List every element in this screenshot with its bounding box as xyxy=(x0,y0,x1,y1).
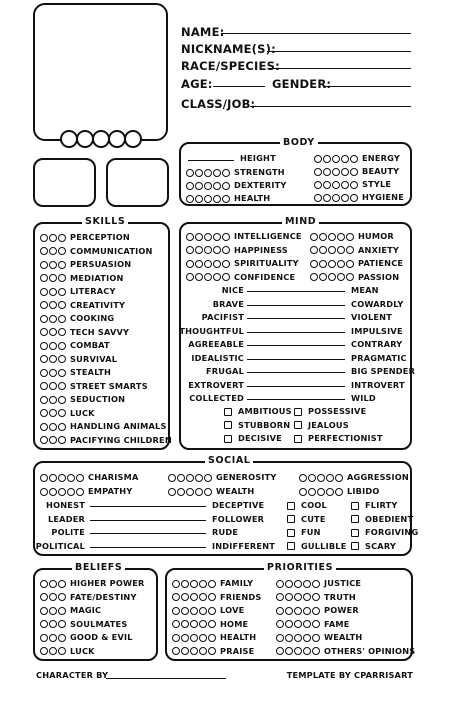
age-label: AGE: xyxy=(181,77,213,91)
character-by-field[interactable] xyxy=(106,678,226,679)
social-checkbox[interactable] xyxy=(351,500,398,511)
skill-label: PERSUASION xyxy=(70,259,132,269)
portrait-circles xyxy=(60,130,150,150)
belief-label: SOULMATES xyxy=(70,618,128,629)
skill-label: SURVIVAL xyxy=(70,353,118,364)
priority-label: TRUTH xyxy=(324,591,356,602)
social-stat-label: AGGRESSION xyxy=(347,472,409,482)
body-stat-label: STYLE xyxy=(362,179,392,189)
mind-stat-label: CONFIDENCE xyxy=(234,271,296,282)
mind-checkbox[interactable] xyxy=(294,433,383,444)
priority-row[interactable] xyxy=(276,605,359,616)
checkbox-label: FUN xyxy=(301,527,321,537)
priority-row[interactable] xyxy=(172,578,253,589)
priority-row[interactable] xyxy=(276,646,415,657)
body-stat-label: HEALTH xyxy=(234,193,271,203)
skill-label: TECH SAVVY xyxy=(70,326,130,337)
skill-row[interactable] xyxy=(40,354,117,365)
social-stat-label: GENEROSITY xyxy=(216,472,277,482)
scale-right-label: VIOLENT xyxy=(351,312,392,322)
mind-stat-label: INTELLIGENCE xyxy=(234,231,302,241)
priority-label: OTHERS' OPINIONS xyxy=(324,645,416,656)
mind-checkbox[interactable] xyxy=(294,406,366,417)
belief-label: GOOD & EVIL xyxy=(70,632,133,642)
mind-stat-row[interactable] xyxy=(186,245,288,256)
skill-label: LITERACY xyxy=(70,286,116,296)
belief-row[interactable] xyxy=(40,632,133,643)
scale-line[interactable] xyxy=(247,332,345,333)
belief-label: HIGHER POWER xyxy=(70,578,145,588)
mind-title: MIND xyxy=(282,216,319,227)
priority-label: PRAISE xyxy=(220,645,255,656)
skill-row[interactable] xyxy=(40,286,116,297)
body-stat-label: STRENGTH xyxy=(234,167,285,177)
skill-label: LUCK xyxy=(70,407,95,418)
mind-stat-row[interactable] xyxy=(310,258,403,269)
scale-left-label: POLITE xyxy=(51,527,85,537)
class-field[interactable] xyxy=(250,106,411,107)
beliefs-title: BELIEFS xyxy=(72,562,125,573)
sketch-box-right[interactable] xyxy=(106,158,169,207)
mind-stat-label: HUMOR xyxy=(358,231,394,241)
skill-label: STEALTH xyxy=(70,367,112,377)
priority-row[interactable] xyxy=(172,592,261,603)
mind-stat-row[interactable] xyxy=(186,258,299,269)
checkbox-label: DECISIVE xyxy=(238,433,282,443)
scale-line[interactable] xyxy=(247,305,345,306)
mind-stat-label: PASSION xyxy=(358,271,400,282)
gender-field[interactable] xyxy=(323,86,411,87)
scale-left-label: BRAVE xyxy=(212,298,244,309)
belief-label: LUCK xyxy=(70,645,95,656)
priority-row[interactable] xyxy=(172,619,248,630)
age-field[interactable] xyxy=(213,86,265,87)
mind-stat-label: SPIRITUALITY xyxy=(234,258,299,268)
height-field[interactable] xyxy=(188,160,234,161)
mind-stat-label: HAPPINESS xyxy=(234,244,288,255)
social-checkbox[interactable] xyxy=(287,527,321,538)
body-stat-row[interactable] xyxy=(314,166,399,177)
scale-line[interactable] xyxy=(90,506,206,507)
checkbox-label: SCARY xyxy=(365,540,397,551)
scale-left-label: POLITICAL xyxy=(35,540,85,551)
scale-left-label: THOUGHTFUL xyxy=(179,325,244,336)
body-stat-label: HYGIENE xyxy=(362,192,404,202)
social-title: SOCIAL xyxy=(205,455,253,466)
mind-stat-label: PATIENCE xyxy=(358,258,404,268)
priority-label: FAMILY xyxy=(220,578,254,588)
scale-left-label: HONEST xyxy=(46,500,85,510)
social-checkbox[interactable] xyxy=(287,500,327,511)
priority-label: HEALTH xyxy=(220,632,257,642)
social-checkbox[interactable] xyxy=(351,527,418,538)
skill-label: SEDUCTION xyxy=(70,394,126,404)
scale-left-label: EXTROVERT xyxy=(188,379,244,390)
name-field[interactable] xyxy=(221,33,411,34)
belief-row[interactable] xyxy=(40,646,95,657)
skill-row[interactable] xyxy=(40,300,125,311)
scale-left-label: NICE xyxy=(221,285,244,295)
mind-stat-row[interactable] xyxy=(310,272,399,283)
skill-row[interactable] xyxy=(40,367,111,378)
body-stat-row[interactable] xyxy=(314,179,391,190)
priority-label: WEALTH xyxy=(324,632,363,642)
social-stat-label: EMPATHY xyxy=(88,486,133,496)
scale-left-label: LEADER xyxy=(47,513,85,524)
sketch-box-left[interactable] xyxy=(33,158,96,207)
belief-row[interactable] xyxy=(40,578,145,589)
skill-row[interactable] xyxy=(40,273,124,284)
race-field[interactable] xyxy=(269,68,411,69)
template-credit: TEMPLATE BY CPARRISART xyxy=(286,670,413,680)
scale-right-label: CONTRARY xyxy=(351,339,403,349)
skill-row[interactable] xyxy=(40,421,167,432)
body-stat-row[interactable] xyxy=(314,153,400,164)
skill-label: PACIFYING CHILDREN xyxy=(70,434,172,445)
skill-label: COOKING xyxy=(70,313,115,323)
mind-stat-row[interactable] xyxy=(186,272,295,283)
priority-row[interactable] xyxy=(276,632,362,643)
mind-stat-label: ANXIETY xyxy=(358,244,400,255)
skill-label: STREET SMARTS xyxy=(70,380,148,391)
skill-row[interactable] xyxy=(40,259,131,270)
scale-right-label: MEAN xyxy=(351,285,379,295)
nickname-field[interactable] xyxy=(267,51,411,52)
scale-line[interactable] xyxy=(247,386,345,387)
social-stat-row[interactable] xyxy=(40,486,132,497)
scale-right-label: WILD xyxy=(351,393,376,403)
height-label: HEIGHT xyxy=(240,153,276,163)
body-stat-label: DEXTERITY xyxy=(234,180,287,190)
skill-row[interactable] xyxy=(40,327,129,338)
body-stat-row[interactable] xyxy=(186,167,285,178)
skill-label: CREATIVITY xyxy=(70,299,126,310)
skill-row[interactable] xyxy=(40,313,114,324)
belief-row[interactable] xyxy=(40,605,101,616)
social-stat-row[interactable] xyxy=(168,472,276,483)
scale-line[interactable] xyxy=(247,359,345,360)
skill-row[interactable] xyxy=(40,246,153,257)
belief-label: MAGIC xyxy=(70,605,102,615)
scale-right-label: BIG SPENDER xyxy=(351,366,416,376)
body-stat-row[interactable] xyxy=(186,193,270,204)
priority-row[interactable] xyxy=(172,632,256,643)
social-stat-label: CHARISMA xyxy=(88,472,139,482)
character-by-label: CHARACTER BY xyxy=(36,670,109,680)
gender-label: GENDER: xyxy=(272,77,332,91)
skill-row[interactable] xyxy=(40,408,95,419)
social-stat-row[interactable] xyxy=(299,486,380,497)
skill-row[interactable] xyxy=(40,340,110,351)
scale-right-label: FOLLOWER xyxy=(212,513,265,524)
checkbox-label: POSSESSIVE xyxy=(308,406,367,416)
scale-line[interactable] xyxy=(247,372,345,373)
scale-right-label: INTROVERT xyxy=(351,379,405,390)
name-label: NAME: xyxy=(181,25,225,39)
social-checkbox[interactable] xyxy=(287,541,347,552)
skill-label: COMBAT xyxy=(70,340,110,350)
checkbox-label: STUBBORN xyxy=(238,419,291,430)
social-checkbox[interactable] xyxy=(351,541,396,552)
priority-row[interactable] xyxy=(172,646,254,657)
body-stat-label: BEAUTY xyxy=(362,166,400,176)
scale-left-label: PACIFIST xyxy=(201,312,244,322)
priority-row[interactable] xyxy=(276,619,350,630)
priority-label: HOME xyxy=(220,618,249,629)
social-checkbox[interactable] xyxy=(351,514,413,525)
social-stat-row[interactable] xyxy=(40,472,139,483)
checkbox-label: JEALOUS xyxy=(308,419,349,430)
scale-right-label: PRAGMATIC xyxy=(351,352,407,363)
belief-row[interactable] xyxy=(40,619,127,630)
checkbox-label: PERFECTIONIST xyxy=(308,433,383,443)
skill-row[interactable] xyxy=(40,232,130,243)
skills-title: SKILLS xyxy=(82,216,128,227)
scale-line[interactable] xyxy=(90,547,206,548)
scale-left-label: FRUGAL xyxy=(205,366,244,376)
mind-stat-row[interactable] xyxy=(310,245,399,256)
social-stat-row[interactable] xyxy=(299,472,409,483)
skill-label: MEDIATION xyxy=(70,272,124,283)
scale-right-label: DECEPTIVE xyxy=(212,500,265,510)
scale-right-label: IMPULSIVE xyxy=(351,325,403,336)
scale-right-label: RUDE xyxy=(212,527,239,537)
priority-label: FRIENDS xyxy=(220,591,262,602)
skill-label: COMMUNICATION xyxy=(70,245,153,256)
skill-label: PERCEPTION xyxy=(70,232,130,242)
scale-right-label: COWARDLY xyxy=(351,298,404,309)
mind-checkbox[interactable] xyxy=(224,420,290,431)
priority-row[interactable] xyxy=(276,592,356,603)
portrait-frame[interactable] xyxy=(33,3,168,141)
body-stat-row[interactable] xyxy=(314,192,404,203)
skill-label: HANDLING ANIMALS xyxy=(70,421,167,431)
scale-line[interactable] xyxy=(247,318,345,319)
belief-label: FATE/DESTINY xyxy=(70,591,137,602)
social-checkbox[interactable] xyxy=(287,514,326,525)
priority-label: JUSTICE xyxy=(324,578,362,588)
mind-stat-row[interactable] xyxy=(186,231,302,242)
checkbox-label: FLIRTY xyxy=(365,500,398,510)
mind-stat-row[interactable] xyxy=(310,231,394,242)
scale-line[interactable] xyxy=(247,399,345,400)
skill-row[interactable] xyxy=(40,435,172,446)
skill-row[interactable] xyxy=(40,394,125,405)
skill-row[interactable] xyxy=(40,381,148,392)
checkbox-label: CUTE xyxy=(301,513,326,524)
priorities-title: PRIORITIES xyxy=(264,562,336,573)
class-label: CLASS/JOB: xyxy=(181,97,256,111)
mind-checkbox[interactable] xyxy=(224,406,292,417)
scale-line[interactable] xyxy=(247,291,345,292)
scale-left-label: COLLECTED xyxy=(189,393,244,403)
scale-right-label: INDIFFERENT xyxy=(212,540,276,551)
scale-line[interactable] xyxy=(90,520,206,521)
race-label: RACE/SPECIES: xyxy=(181,59,280,73)
priority-label: FAME xyxy=(324,618,350,629)
nickname-label: NICKNAME(S): xyxy=(181,42,276,56)
scale-left-label: AGREEABLE xyxy=(188,339,244,349)
checkbox-label: OBEDIENT xyxy=(365,513,414,524)
social-stat-label: WEALTH xyxy=(216,486,255,496)
body-stat-label: ENERGY xyxy=(362,153,401,163)
priority-row[interactable] xyxy=(172,605,244,616)
mind-checkbox[interactable] xyxy=(294,420,349,431)
priority-label: POWER xyxy=(324,605,359,615)
checkbox-label: GULLIBLE xyxy=(301,540,347,551)
scale-left-label: IDEALISTIC xyxy=(191,352,244,363)
checkbox-label: AMBITIOUS xyxy=(238,406,292,416)
belief-row[interactable] xyxy=(40,592,137,603)
scale-line[interactable] xyxy=(90,533,206,534)
body-stat-row[interactable] xyxy=(186,180,287,191)
checkbox-label: COOL xyxy=(301,500,327,510)
social-stat-row[interactable] xyxy=(168,486,254,497)
priority-label: LOVE xyxy=(220,605,245,615)
checkbox-label: FORGIVING xyxy=(365,527,419,537)
body-title: BODY xyxy=(280,137,318,148)
priority-row[interactable] xyxy=(276,578,361,589)
scale-line[interactable] xyxy=(247,345,345,346)
social-stat-label: LIBIDO xyxy=(347,486,380,496)
mind-checkbox[interactable] xyxy=(224,433,282,444)
